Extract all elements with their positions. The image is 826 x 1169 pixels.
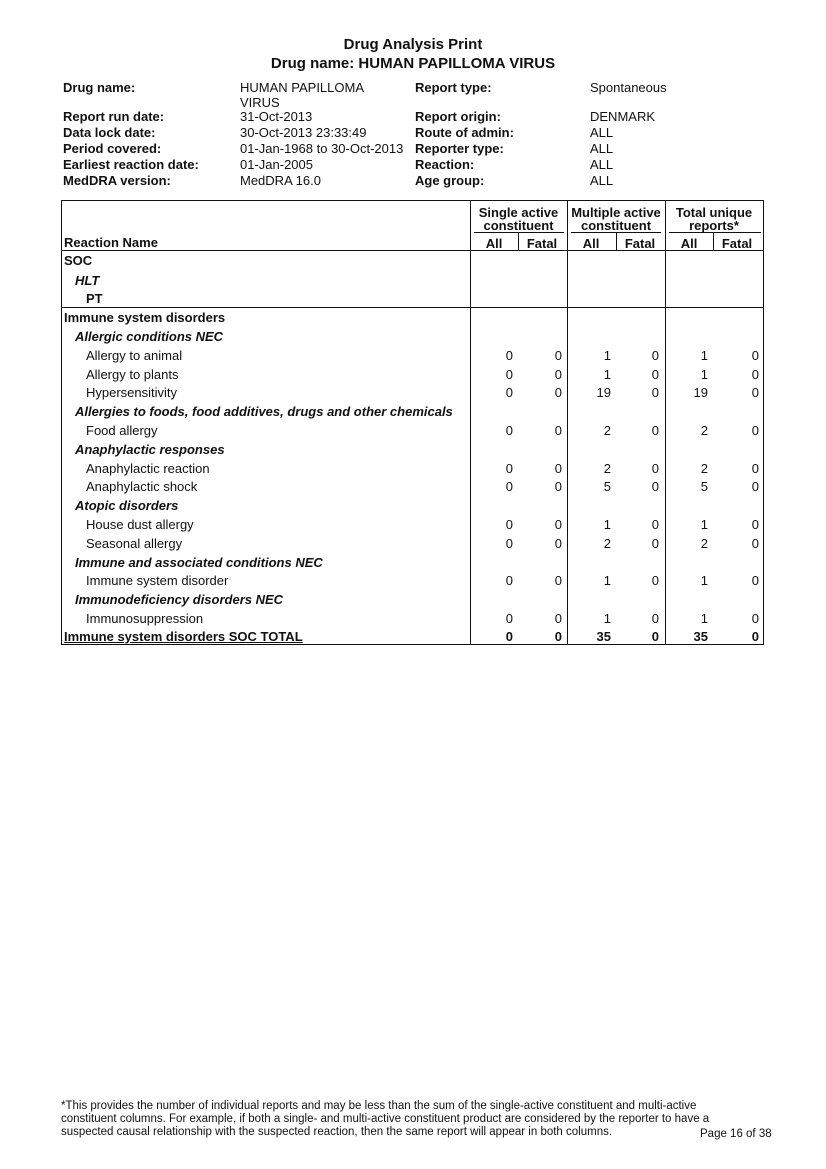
pt-row [62,477,763,496]
count-cell: 0 [751,517,759,532]
pt-row [62,365,763,384]
sub-header-all: All [582,236,600,251]
count-cell: 0 [505,460,513,476]
pt-row [62,609,763,628]
count-cell: 5 [700,479,708,495]
meta-label: Data lock date: [63,125,156,140]
count-cell: 0 [505,628,513,644]
legend-pt: PT [86,291,103,306]
hlt-row [62,327,763,346]
hlt-name: Immunodeficiency disorders NEC [75,592,284,608]
count-cell: 0 [751,628,759,644]
header-total-unique: Total unique reports* [675,205,753,233]
hlt-name: Allergies to foods, food additives, drugs and other chemicals [75,404,453,420]
count-cell: 0 [505,517,513,532]
count-cell: 0 [554,628,562,644]
count-cell: 1 [603,611,611,626]
count-cell: 1 [603,347,611,363]
meta-value: 01-Jan-1968 to 30-Oct-2013 [240,141,404,156]
count-cell: 0 [751,366,759,382]
meta-label: Drug name: [63,80,136,95]
legend-hlt: HLT [75,273,100,288]
count-cell: 0 [751,535,759,551]
count-cell: 0 [505,573,513,589]
meta-value: ALL [590,173,614,188]
count-cell: 19 [693,385,708,401]
meta-label: Report run date: [63,109,165,124]
count-cell: 0 [751,423,759,438]
count-cell: 0 [554,479,562,495]
count-cell: 0 [651,611,659,626]
sub-header-fatal: Fatal [526,236,558,251]
count-cell: 35 [596,628,611,644]
count-cell: 1 [700,347,708,363]
column-header-reaction-name: Reaction Name [64,235,158,250]
count-cell: 0 [554,423,562,438]
pt-name: Immunosuppression [86,611,204,626]
count-cell: 0 [554,385,562,401]
meta-label: Age group: [415,173,485,188]
footnote: *This provides the number of individual reports and may be less than the sum of the single-active constituent and multi-active constituent columns. For example, if both a single- and multi-active constituent product are considered by the reporter to have a suspected causal relationship with the suspected reaction, then the same report will appear in both columns. [61,1100,710,1138]
pt-row [62,421,763,440]
count-cell: 0 [554,347,562,363]
pt-name: Allergy to animal [86,347,183,363]
hlt-name: Allergic conditions NEC [75,329,224,344]
count-cell: 1 [603,517,611,532]
count-cell: 0 [554,573,562,589]
meta-value: DENMARK [590,109,656,124]
count-cell: 0 [554,460,562,476]
soc-total-name: Immune system disorders SOC TOTAL [64,628,303,644]
pt-name: Food allergy [86,423,158,438]
count-cell: 5 [603,479,611,495]
page-number: Page 16 of 38 [700,1128,772,1140]
pt-row [62,383,763,402]
meta-label: Period covered: [63,141,162,156]
count-cell: 19 [596,385,611,401]
sub-header-all: All [680,236,698,251]
count-cell: 2 [700,535,708,551]
pt-row [62,534,763,553]
soc-total-row [62,627,763,646]
count-cell: 1 [603,366,611,382]
meta-value: 01-Jan-2005 [240,157,313,172]
count-cell: 0 [505,366,513,382]
meta-label: Earliest reaction date: [63,157,199,172]
meta-label: Route of admin: [415,125,514,140]
meta-value: ALL [590,157,614,172]
count-cell: 0 [651,423,659,438]
meta-value: HUMAN PAPILLOMA VIRUS [240,80,364,110]
meta-value: MedDRA 16.0 [240,173,321,188]
soc-row [62,308,763,327]
hlt-row [62,590,763,609]
count-cell: 0 [651,479,659,495]
soc-name: Immune system disorders [64,310,226,325]
count-cell: 0 [751,385,759,401]
hlt-row [62,553,763,572]
reaction-table [61,200,764,645]
count-cell: 0 [751,611,759,626]
count-cell: 1 [603,573,611,589]
hlt-row [62,402,763,421]
pt-row [62,459,763,478]
count-cell: 0 [651,347,659,363]
count-cell: 0 [751,347,759,363]
hlt-name: Immune and associated conditions NEC [75,554,323,570]
hlt-row [62,496,763,515]
count-cell: 0 [554,535,562,551]
legend-soc: SOC [64,253,93,268]
header-multiple-active: Multiple active constituent [571,205,661,233]
count-cell: 2 [603,423,611,438]
pt-name: Allergy to plants [86,366,179,382]
count-cell: 0 [651,460,659,476]
meta-value: Spontaneous [590,80,667,95]
hlt-name: Anaphylactic responses [75,441,225,457]
meta-label: Reaction: [415,157,475,172]
count-cell: 0 [651,366,659,382]
pt-name: Anaphylactic shock [86,479,198,495]
meta-value: 30-Oct-2013 23:33:49 [240,125,367,140]
count-cell: 1 [700,573,708,589]
count-cell: 0 [751,479,759,495]
count-cell: 1 [700,611,708,626]
count-cell: 0 [505,479,513,495]
count-cell: 0 [651,628,659,644]
count-cell: 0 [505,611,513,626]
count-cell: 2 [603,460,611,476]
pt-name: House dust allergy [86,517,194,532]
report-title: Drug Analysis Print [343,36,483,53]
meta-value: ALL [590,125,614,140]
count-cell: 0 [554,517,562,532]
count-cell: 0 [751,460,759,476]
count-cell: 2 [700,423,708,438]
count-cell: 0 [505,535,513,551]
count-cell: 2 [700,460,708,476]
count-cell: 1 [700,517,708,532]
pt-name: Seasonal allergy [86,535,183,551]
count-cell: 0 [505,385,513,401]
pt-row [62,346,763,365]
count-cell: 2 [603,535,611,551]
count-cell: 0 [505,347,513,363]
meta-label: Report origin: [415,109,501,124]
pt-row [62,571,763,590]
pt-row [62,515,763,534]
count-cell: 0 [554,366,562,382]
pt-name: Anaphylactic reaction [86,460,210,476]
count-cell: 0 [651,517,659,532]
meta-label: MedDRA version: [63,173,171,188]
drug-name-heading: Drug name: HUMAN PAPILLOMA VIRUS [270,55,556,72]
count-cell: 0 [651,573,659,589]
count-cell: 1 [700,366,708,382]
count-cell: 35 [693,628,708,644]
meta-value: ALL [590,141,614,156]
pt-name: Immune system disorder [86,573,229,589]
sub-header-fatal: Fatal [624,236,656,251]
count-cell: 0 [651,385,659,401]
pt-name: Hypersensitivity [86,385,178,401]
sub-header-all: All [485,236,503,251]
count-cell: 0 [751,573,759,589]
hlt-name: Atopic disorders [75,498,179,514]
count-cell: 0 [651,535,659,551]
sub-header-fatal: Fatal [721,236,753,251]
count-cell: 0 [554,611,562,626]
header-single-active: Single active constituent [478,205,559,233]
hlt-row [62,440,763,459]
meta-label: Report type: [415,80,492,95]
meta-value: 31-Oct-2013 [240,109,313,124]
meta-label: Reporter type: [415,141,504,156]
count-cell: 0 [505,423,513,438]
